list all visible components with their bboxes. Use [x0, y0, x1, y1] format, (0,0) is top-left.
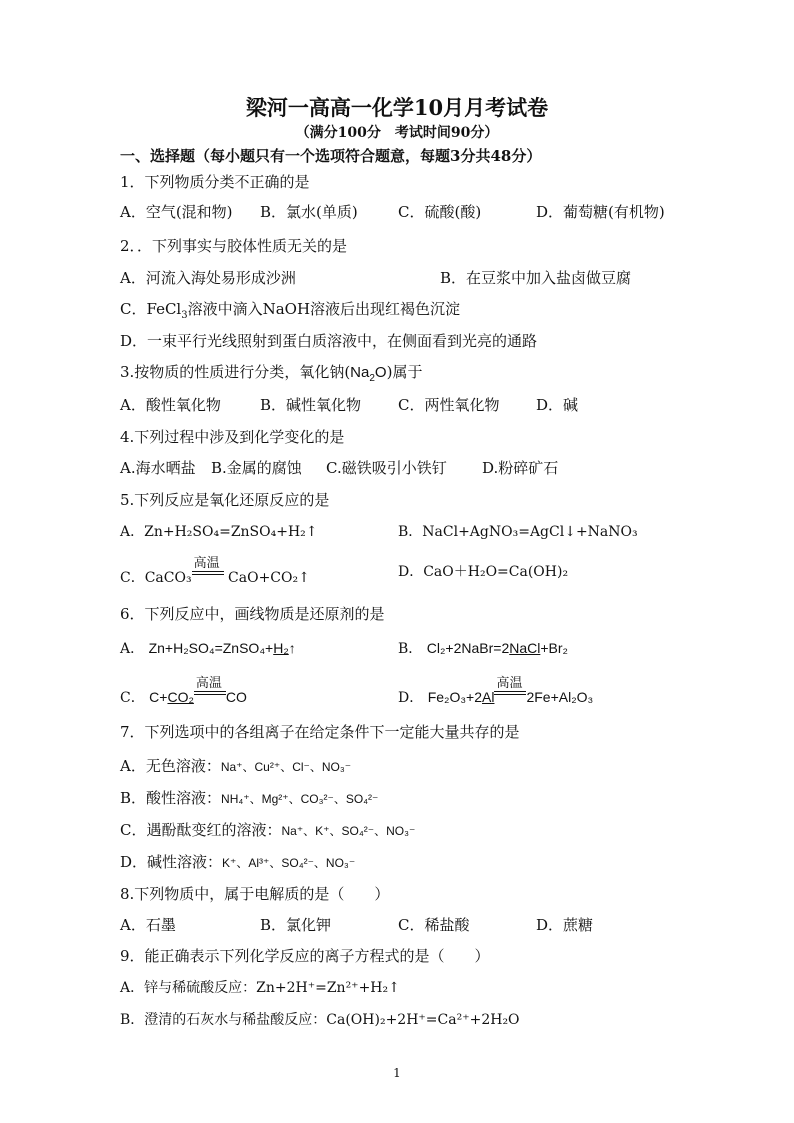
q2-stem: 2．．下列事实与胶体性质无关的是	[120, 237, 348, 255]
q3-option-d: D．碱	[536, 396, 579, 414]
q5-option-a: A．Zn+H₂SO₄=ZnSO₄+H₂↑	[120, 524, 318, 540]
q1-stem: 1．下列物质分类不正确的是	[120, 173, 310, 191]
q6-option-d: D． Fe₂O₃+2Al 高温 2Fe+Al₂O₃	[398, 676, 594, 706]
q4-stem: 4.下列过程中涉及到化学变化的是	[120, 428, 345, 446]
q1-option-c: C．硫酸(酸)	[398, 203, 482, 221]
q3-option-c: C．两性氧化物	[398, 396, 500, 414]
q7-stem: 7．下列选项中的各组离子在给定条件下一定能大量共存的是	[120, 723, 520, 741]
q8-option-d: D．蔗糖	[536, 916, 594, 934]
q7-option-c: C．遇酚酞变红的溶液：Na⁺、K⁺、SO₄²⁻、NO₃⁻	[120, 821, 416, 839]
q8-option-c: C．稀盐酸	[398, 916, 470, 934]
q6-c-reaction-condition: 高温	[194, 682, 226, 702]
q6-option-a: A． Zn+H₂SO₄=ZnSO₄+H₂↑	[120, 640, 296, 657]
q9-option-a: A．锌与稀硫酸反应：Zn+2H⁺=Zn²⁺+H₂↑	[120, 980, 400, 996]
q2-option-d: D．一束平行光线照射到蛋白质溶液中，在侧面看到光亮的通路	[120, 332, 538, 350]
q1-option-a: A．空气(混和物)	[120, 203, 233, 221]
q6-stem: 6．下列反应中，画线物质是还原剂的是	[120, 605, 385, 623]
section-heading: 一、选择题（每小题只有一个选项符合题意，每题3分共48分）	[120, 147, 542, 165]
q4-option-a: A.海水晒盐	[120, 459, 196, 477]
q3-option-a: A．酸性氧化物	[120, 396, 221, 414]
q4-option-d: D.粉碎矿石	[482, 459, 559, 477]
q6-option-b: B． Cl₂+2NaBr=2NaCl+Br₂	[398, 640, 568, 657]
q3-stem: 3.按物质的性质进行分类，氧化钠$(Na_2O)$属于	[120, 363, 423, 384]
q5-stem: 5.下列反应是氧化还原反应的是	[120, 491, 330, 509]
q5-option-d: D．CaO＋H₂O=Ca(OH)₂	[398, 564, 569, 580]
q8-option-b: B．氯化钾	[260, 916, 332, 934]
q9-option-b: B．澄清的石灰水与稀盐酸反应：Ca(OH)₂+2H⁺=Ca²⁺+2H₂O	[120, 1012, 520, 1028]
q1-option-b: B．氯水(单质)	[260, 203, 358, 221]
q4-option-b: B.金属的腐蚀	[211, 459, 302, 477]
q6-d-reaction-condition: 高温	[494, 682, 526, 702]
q5-option-b: B．NaCl+AgNO₃=AgCl↓+NaNO₃	[398, 524, 638, 540]
q2-option-a: A．河流入海处易形成沙洲	[120, 269, 296, 287]
q7-option-a: A．无色溶液：Na⁺、Cu²⁺、Cl⁻、NO₃⁻	[120, 757, 352, 775]
q1-option-d: D．葡萄糖(有机物)	[536, 203, 665, 221]
page-title: 梁河一高高一化学10月月考试卷	[245, 95, 549, 120]
q2-option-c: C．FeCl$_3$溶液中滴入NaOH溶液后出现红褐色沉淀	[120, 300, 461, 321]
q9-stem: 9．能正确表示下列化学反应的离子方程式的是（ ）	[120, 947, 490, 965]
q7-option-b: B．酸性溶液：NH₄⁺、Mg²⁺、CO₃²⁻、SO₄²⁻	[120, 789, 379, 807]
q3-option-b: B．碱性氧化物	[260, 396, 362, 414]
q5-option-c: C．CaCO₃ 高温 CaO+CO₂↑	[120, 556, 310, 586]
q4-option-c: C.磁铁吸引小铁钉	[326, 459, 447, 477]
q6-option-c: C． C+CO₂ 高温 CO	[120, 676, 247, 706]
q7-option-d: D．碱性溶液：K⁺、Al³⁺、SO₄²⁻、NO₃⁻	[120, 853, 356, 871]
page-number: 1	[393, 1066, 401, 1080]
q5-c-reaction-condition: 高温	[192, 562, 224, 582]
page-subtitle: （满分100分 考试时间90分）	[295, 125, 499, 141]
q8-stem: 8.下列物质中，属于电解质的是（ ）	[120, 885, 390, 903]
q2-option-b: B．在豆浆中加入盐卤做豆腐	[440, 269, 632, 287]
q8-option-a: A．石墨	[120, 916, 176, 934]
